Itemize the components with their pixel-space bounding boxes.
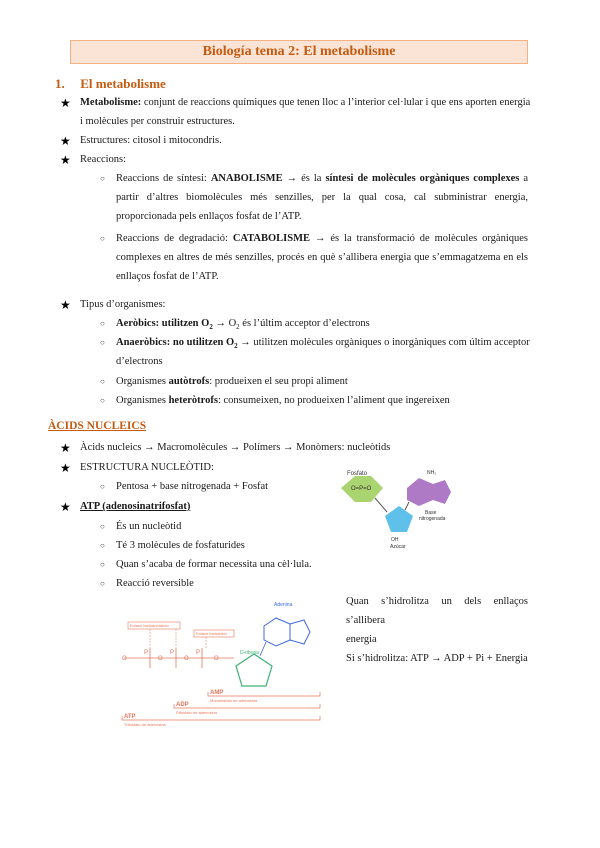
aerobics-bold: Aeròbics: utilitzen O <box>116 318 210 329</box>
amp-label: AMP <box>210 690 224 696</box>
tipus-line: Tipus d’organismes: <box>80 299 166 310</box>
circle-bullet-icon: ○ <box>100 319 105 328</box>
fosfato-label: Fosfato <box>347 471 368 477</box>
azucar-label: Azúcar <box>390 544 406 550</box>
star-bullet-icon: ★ <box>60 441 71 455</box>
nucleotide-diagram <box>333 466 463 556</box>
base-label: Base <box>425 510 437 516</box>
sugar-shape <box>385 506 413 532</box>
circle-bullet-icon: ○ <box>100 396 105 405</box>
degradacio-pre: Reaccions de degradació: <box>116 233 233 244</box>
adenine-ring1 <box>264 618 290 646</box>
autotrofs-bold: autòtrofs <box>168 376 210 387</box>
atp-item: És un nucleòtid <box>116 521 182 532</box>
heterotrofs-post: : consumeixen, no produeixen l’aliment que ingereixen <box>217 395 450 406</box>
atp-diagram <box>114 596 340 734</box>
brackets <box>122 692 320 720</box>
circle-bullet-icon: ○ <box>100 234 105 243</box>
atp-heading: ATP (adenosinatrifosfat) <box>80 501 191 512</box>
aerobics-mid: → O <box>212 318 237 329</box>
anaerobics-post: → utilitzen molècules orgàniques o inorgàniques com últim acceptor <box>237 337 530 348</box>
anaerobics-line2: d’electrons <box>116 356 163 367</box>
atp-item: Reacció reversible <box>116 578 194 589</box>
adenine-ring2 <box>290 620 310 644</box>
section-number: 1. <box>55 76 65 91</box>
metabolisme-definition <box>80 96 530 110</box>
estructura-nucleotid: ESTRUCTURA NUCLEÒTID: <box>80 462 214 473</box>
circle-bullet-icon: ○ <box>100 560 105 569</box>
autotrofs-post: : produeixen el seu propi aliment <box>209 376 348 387</box>
term-metabolisme: Metabolisme: <box>80 97 142 108</box>
aerobics-line <box>116 317 370 334</box>
phosphate-formula: O=P=O <box>351 486 372 492</box>
star-bullet-icon: ★ <box>60 298 71 312</box>
phosphate-sugar-bond <box>375 498 387 512</box>
enlace2-label: Enlace fosfoéster <box>196 631 227 636</box>
svg-text:P: P <box>196 650 201 656</box>
svg-text:O: O <box>214 656 219 662</box>
estructures-line: Estructures: citosol i mitocondris. <box>80 135 222 146</box>
circle-bullet-icon: ○ <box>100 482 105 491</box>
enlace1-label: Enlace fosfoanhídrido <box>130 623 169 628</box>
star-bullet-icon: ★ <box>60 500 71 514</box>
section-title: El metabolisme <box>80 76 166 91</box>
adp-sub: Difosfato de adenosina <box>176 710 217 715</box>
autotrofs-pre: Organismes <box>116 376 169 387</box>
atp-sub: Trifosfato de adenosina <box>124 722 166 727</box>
acids-line: Àcids nucleics → Macromolècules → Polímers → Monòmers: nucleòtids <box>80 442 391 453</box>
adenina-label: Adenina <box>274 602 293 608</box>
metabolisme-def-line2: i molècules per construir estructures. <box>80 116 235 127</box>
adp-label: ADP <box>176 702 189 708</box>
circle-bullet-icon: ○ <box>100 541 105 550</box>
ribosa-label: D-ribosa <box>240 650 259 656</box>
document-title: Biología tema 2: El metabolisme <box>70 40 528 64</box>
circle-bullet-icon: ○ <box>100 174 105 183</box>
atp-item: Quan s’acaba de formar necessita una cèl·lula. <box>116 559 312 570</box>
star-bullet-icon: ★ <box>60 153 71 167</box>
nh2-label: NH₂ <box>427 470 437 476</box>
star-bullet-icon: ★ <box>60 134 71 148</box>
heterotrofs-pre: Organismes <box>116 395 169 406</box>
hidrolisi-line1: Quan s’hidrolitza un dels enllaços s’allibera <box>346 596 528 626</box>
circle-bullet-icon: ○ <box>100 377 105 386</box>
ribose-adenine-bond <box>260 642 266 656</box>
phosphate-atoms <box>122 650 219 662</box>
nitrogenada-label: nitrogenada <box>419 516 446 522</box>
atp-item: Té 3 molècules de fosfaturides <box>116 540 245 551</box>
reaccions-line: Reaccions: <box>80 154 127 165</box>
sintesi-arrow: → <box>282 173 302 184</box>
svg-text:O: O <box>184 656 189 662</box>
svg-text:O: O <box>122 656 127 662</box>
circle-bullet-icon: ○ <box>100 579 105 588</box>
sintesi-mid: és la <box>301 173 326 184</box>
sintesi-paragraph <box>116 169 528 226</box>
aerobics-post: és l’últim acceptor d’electrons <box>239 318 370 329</box>
section-heading-metabolisme <box>55 76 166 92</box>
heterotrofs-line <box>116 394 450 408</box>
star-bullet-icon: ★ <box>60 461 71 475</box>
svg-text:P: P <box>170 650 175 656</box>
pentosa-line: Pentosa + base nitrogenada + Fosfat <box>116 481 269 492</box>
hidrolisi-line2: energia <box>346 634 377 645</box>
anaerobics-line <box>116 336 530 353</box>
sugar-base-bond <box>405 502 409 510</box>
degradacio-post: → és la transformació de molècules orgàniques complexes en altres de més senzilles, procés en què s’allibera energia que s’emmagatzema en els enllaços fosfat de l’ATP. <box>116 233 528 282</box>
svg-text:P: P <box>144 650 149 656</box>
sintesi-post: a partir d’altres biomolècules més senzilles, per la qual cosa, cal subministrar energia, proporcionada pels enllaços fosfat de l’ATP. <box>116 173 529 222</box>
hidrolisi-text <box>346 592 528 668</box>
degradacio-paragraph <box>116 229 528 286</box>
heterotrofs-bold: heteròtrofs <box>168 395 218 406</box>
oh-label: OH <box>391 537 399 543</box>
hidrolisi-line3: Si s’hidrolitza: ATP → ADP + Pi + Energia <box>346 653 528 664</box>
base-ring2 <box>433 480 451 504</box>
metabolisme-def-line1: conjunt de reaccions químiques que tenen lloc a l’interior cel·lular i que ens aporten energia <box>141 97 531 108</box>
ribose-ring <box>236 654 272 686</box>
autotrofs-line <box>116 375 348 389</box>
amp-sub: Monofosfato de adenosina <box>210 698 258 703</box>
circle-bullet-icon: ○ <box>100 522 105 531</box>
circle-bullet-icon: ○ <box>100 338 105 347</box>
anaerobics-sub: 2 <box>234 342 238 351</box>
section-heading-acids: ÀCIDS NUCLEICS <box>48 420 147 432</box>
sintesi-pre: Reaccions de síntesi: <box>116 173 211 184</box>
aerobics-sub: 2 <box>209 323 213 332</box>
svg-text:O: O <box>158 656 163 662</box>
sintesi-bold: síntesi de molècules orgàniques complexes <box>325 173 520 184</box>
anaerobics-bold: Anaeròbics: no utilitzen O <box>116 337 235 348</box>
base-ring1 <box>407 478 433 506</box>
term-catabolisme: CATABOLISME <box>232 233 311 244</box>
atp-label: ATP <box>124 714 136 720</box>
aerobics-sub2: 2 <box>236 323 240 332</box>
term-anabolisme: ANABOLISME <box>210 173 283 184</box>
star-bullet-icon: ★ <box>60 96 71 110</box>
